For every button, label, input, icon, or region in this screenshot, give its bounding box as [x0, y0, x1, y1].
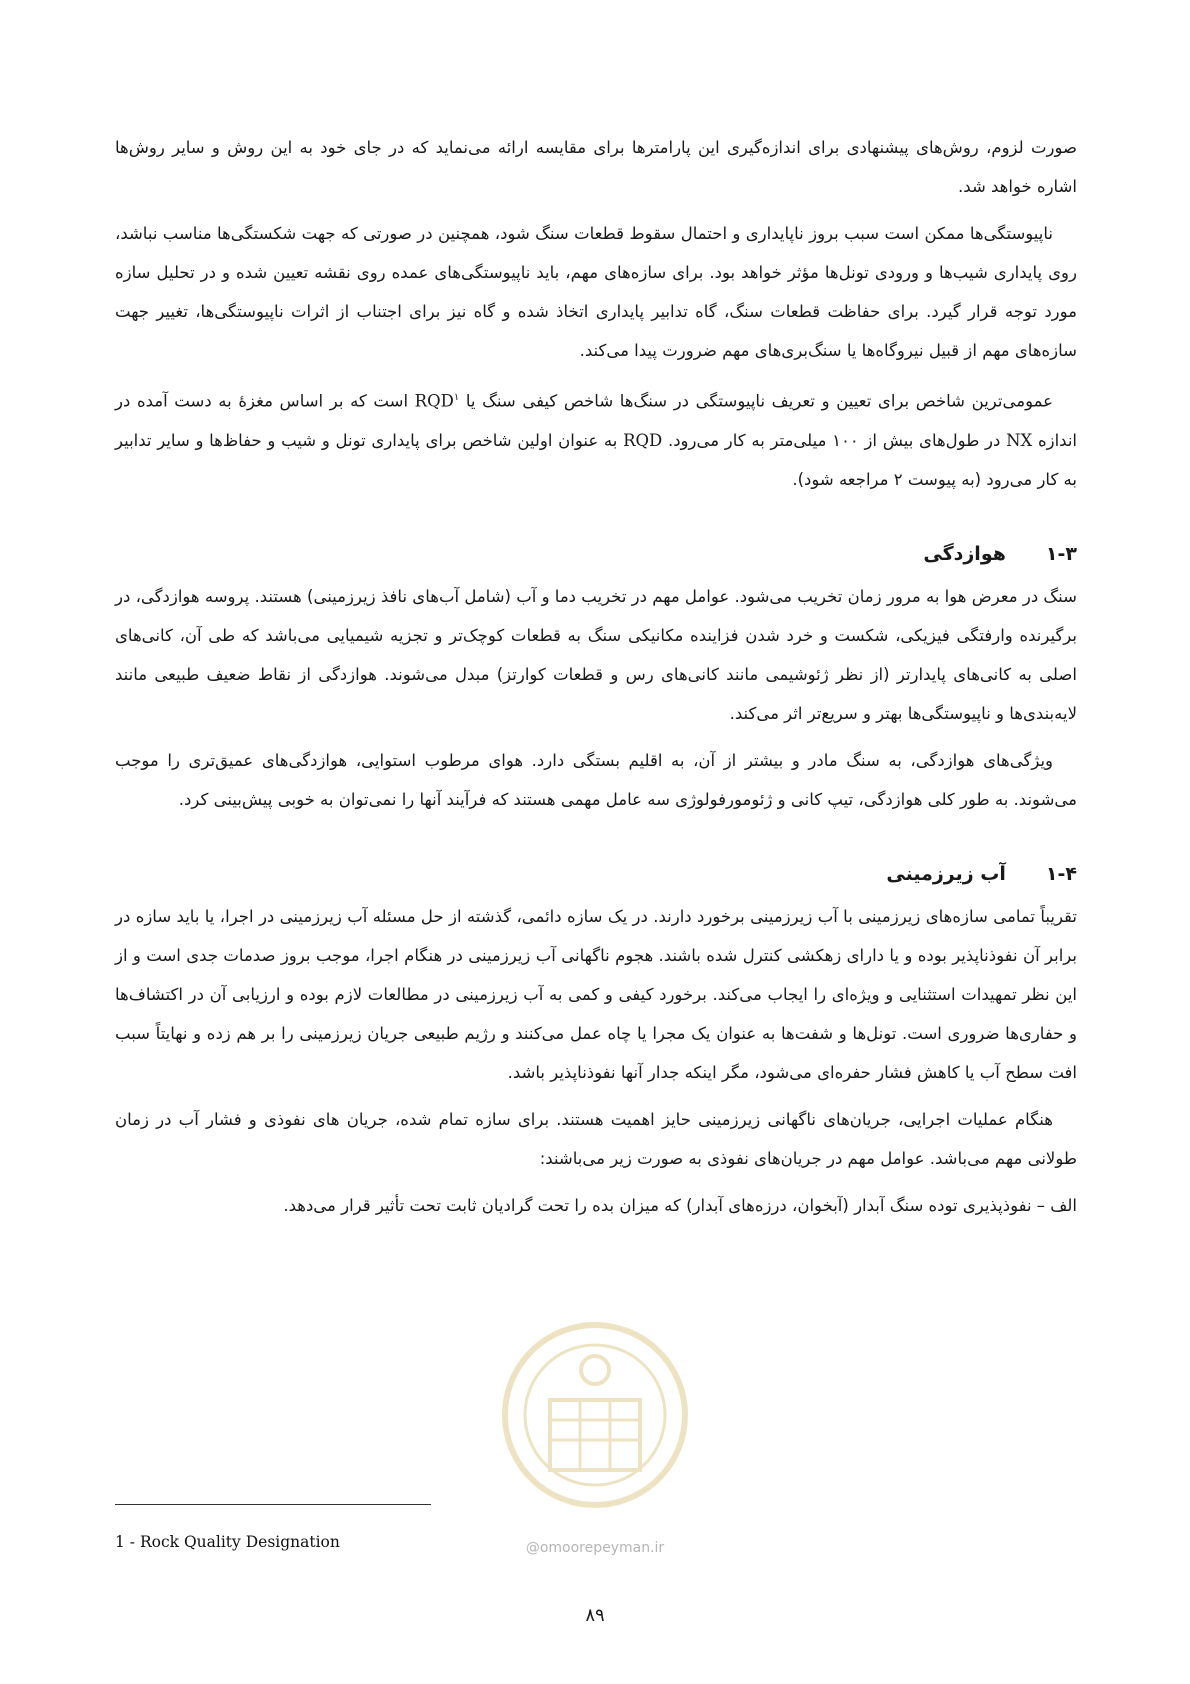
- section-heading-groundwater: [115, 859, 1077, 889]
- paragraph: سنگ در معرض هوا به مرور زمان تخریب می‌شود. عوامل مهم در تخریب دما و آب (شامل آب‌های نافذ زیرزمینی) هستند. پروسه هوازدگی، در برگیرنده وارفتگی فیزیکی، شکست و خرد شدن فزاینده مکانیکی سنگ به قطعات کوچک‌تر و تجزیه شیمیایی می‌باشد که طی آن، کانی‌های اصلی به کانی‌های پایدارتر (از نظر ژئوشیمی مانند کانی‌های رس و قطعات کوارتز) مبدل می‌شوند. هوازدگی از نقاط ضعیف طبیعی مانند لایه‌بندی‌ها و ناپیوستگی‌ها بهتر و سریع‌تر اثر می‌کند.: [115, 586, 1077, 723]
- section-heading-weathering: [115, 539, 1077, 569]
- watermark-logo-icon: [495, 1315, 695, 1560]
- rqd-paragraph: [115, 378, 1077, 499]
- rqd-term: RQD: [414, 391, 454, 411]
- watermark-caption: @omoorepeyman.ir: [525, 1540, 665, 1556]
- footnote-marker[interactable]: ۱: [453, 392, 460, 403]
- text-run: عمومی‌ترین شاخص برای تعیین و تعریف ناپیوستگی در سنگ‌ها شاخص کیفی سنگ یا: [459, 391, 1053, 411]
- list-item: الف – نفوذپذیری توده سنگ آبدار (آبخوان، درزه‌های آبدار) که میزان بده را تحت گرادیان ثابت تحت تأثیر قرار می‌دهد.: [283, 1195, 1077, 1215]
- page-number: ۸۹: [585, 1605, 605, 1626]
- footnote-divider: [115, 1504, 431, 1505]
- paragraph: ناپیوستگی‌ها ممکن است سبب بروز ناپایداری و احتمال سقوط قطعات سنگ شود، همچنین در صورتی که جهت شکستگی‌ها مناسب نباشد، روی پایداری شیب‌ها و ورودی تونل‌ها مؤثر خواهد بود. برای سازه‌های مهم، باید ناپیوستگی‌های عمده روی نقشه تعیین شده و در تحلیل سازه مورد توجه قرار گیرد. برای حفاظت قطعات سنگ، گاه تدابیر پایداری اتخاذ شده و گاه نیز برای اجتناب از اثرات ناپیوستگی‌ها، تغییر جهت سازه‌های مهم از قبیل نیروگاه‌ها یا سنگ‌بری‌های مهم ضرورت پیدا می‌کند.: [115, 224, 1077, 360]
- footnote: 1 - Rock Quality Designation: [115, 1533, 340, 1551]
- text-run: به عنوان اولین شاخص برای پایداری تونل و شیب و حفاظ‌ها و سایر تدابیر به کار می‌رود (به پیوست ۲ مراجعه شود).: [115, 430, 1077, 489]
- section-number: ۱-۳: [1045, 542, 1077, 565]
- paragraph: تقریباً تمامی سازه‌های زیرزمینی با آب زیرزمینی برخورد دارند. در یک سازه دائمی، گذشته از حل مسئله آب زیرزمینی در اجرا، یا باید سازه در برابر آن نفوذناپذیر بوده و یا دارای زهکشی کنترل شده باشند. هجوم ناگهانی آب زیرزمینی در هنگام اجرا، موجب بروز صدمات جدی است و از این نظر تمهیدات استثنایی و ویژه‌ای را ایجاب می‌کند. برخورد کیفی و کمی به آب زیرزمینی در مطالعات لازم بوده و ارزیابی آن در اکتشاف‌ها و حفاری‌ها ضروری است. تونل‌ها و شفت‌ها به عنوان یک مجرا یا چاه عمل می‌کنند و رژیم طبیعی جریان زیرزمینی را بر هم زده و نهایتاً سبب افت سطح آب یا کاهش فشار حفره‌ای می‌شود، مگر اینکه جدار آنها نفوذناپذیر باشد.: [115, 906, 1077, 1082]
- nx-term: NX: [1006, 430, 1033, 450]
- rqd-term: RQD: [623, 430, 663, 450]
- section-title: هوازدگی: [923, 542, 1006, 565]
- paragraph: صورت لزوم، روش‌های پیشنهادی برای اندازه‌گیری این پارامترها برای مقایسه ارائه می‌نماید که در جای خود به این روش و سایر روش‌ها اشاره خواهد شد.: [115, 138, 1077, 196]
- text-run: در طول‌های بیش از ۱۰۰ میلی‌متر به کار می‌رود.: [662, 430, 1007, 450]
- paragraph: هنگام عملیات اجرایی، جریان‌های ناگهانی زیرزمینی حایز اهمیت هستند. برای سازه تمام شده، جریان های نفوذی و فشار آب در زمان طولانی مهم می‌باشد. عوامل مهم در جریان‌های نفوذی به صورت زیر می‌باشند:: [115, 1109, 1077, 1168]
- section-number: ۱-۴: [1045, 862, 1077, 885]
- paragraph: ویژگی‌های هوازدگی، به سنگ مادر و بیشتر از آن، به اقلیم بستگی دارد. هوای مرطوب استوایی، هوازدگی‌های عمیق‌تری را موجب می‌شوند. به طور کلی هوازدگی، تیپ کانی و ژئومورفولوژی سه عامل مهمی هستند که فرآیند آنها را نمی‌توان به خوبی پیش‌بینی کرد.: [115, 750, 1077, 809]
- section-title: آب زیرزمینی: [886, 862, 1006, 885]
- body-text: [115, 128, 1077, 1233]
- text-run: است که بر اساس مغزهٔ به دست آمده در اندازه: [115, 391, 1077, 450]
